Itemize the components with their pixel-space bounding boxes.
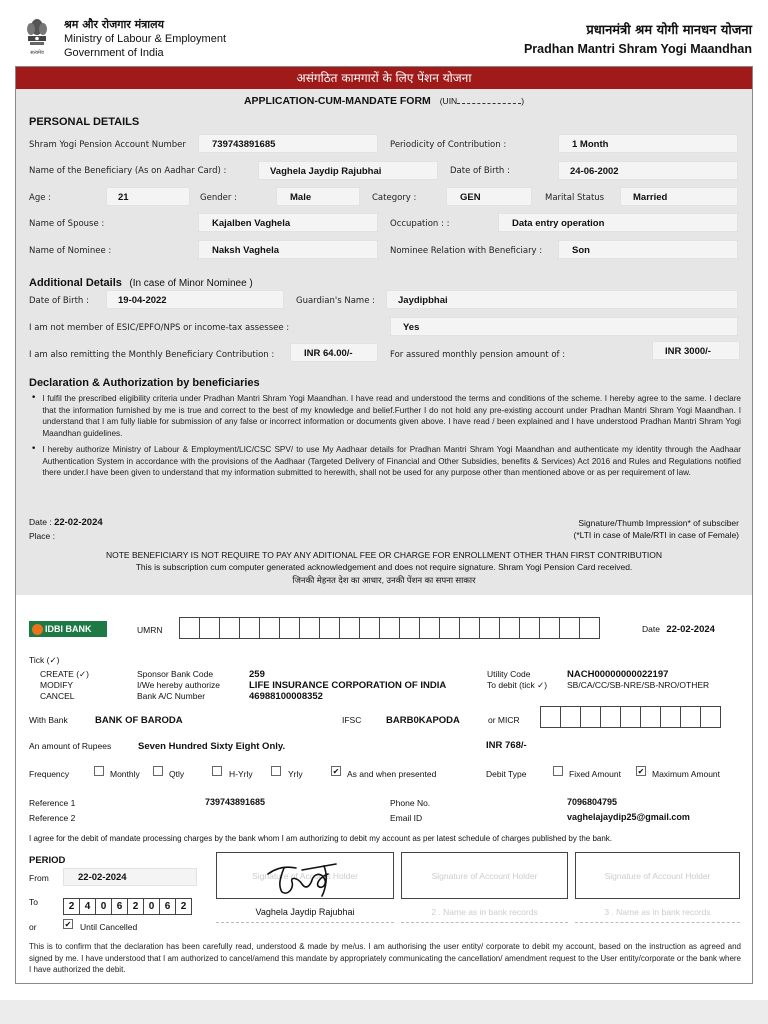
occupation-value: Data entry operation	[512, 218, 605, 229]
umrn-digit-box[interactable]	[439, 617, 460, 639]
pension-label: For assured monthly pension amount of :	[390, 350, 566, 360]
cancel-option[interactable]: CANCEL	[40, 691, 75, 701]
spouse-label: Name of Spouse :	[29, 219, 105, 229]
marital-label: Marital Status	[545, 193, 605, 203]
qtly-checkbox[interactable]	[153, 766, 163, 776]
maximum-amount-checkbox[interactable]	[636, 766, 646, 776]
periodicity-value: 1 Month	[572, 139, 609, 150]
micr-label: or MICR	[488, 715, 520, 725]
declaration-paragraph-1: I fulfil the prescribed eligibility criteria under Pradhan Mantri Shram Yogi Maandhan. I have read and understood the terms and conditions of the scheme. I hereby agree to the same. I declare that the information furnished by me is true and correct to the best of my knowledge and belief.Further I do not hold any pre-existing account under Pradhan Mantri Shram Yogi Maandhan. I understand that I am fully liable for submission of any false or incorrect information or documents given above. I have read / been explained and I have understood Pradhan Mantri Shram Yogi Maandhan guidelines.	[42, 394, 741, 438]
fixed-amount-label: Fixed Amount	[569, 769, 621, 779]
place-label: Place :	[29, 531, 55, 541]
umrn-digit-box[interactable]	[379, 617, 400, 639]
mandate-date-label: Date	[642, 624, 660, 634]
name-underline-3	[575, 922, 740, 923]
umrn-digit-box[interactable]	[219, 617, 240, 639]
check-icon: ✔	[332, 767, 340, 776]
remit-label: I am also remitting the Monthly Beneficiary Contribution :	[29, 350, 275, 360]
utility-label: Utility Code	[487, 669, 531, 679]
umrn-digit-box[interactable]	[239, 617, 260, 639]
tagline-hindi: जिनकी मेहनत देश का आधार, उनकी पेंशन का सपना साकार	[292, 575, 476, 585]
govt-english: Government of India	[64, 47, 164, 59]
micr-digit-box[interactable]	[560, 706, 581, 728]
spa-value: 739743891685	[212, 139, 276, 150]
confirmation-text: This is to confirm that the declaration has been carefully read, understood & made by me/us. I am authorising the user entity/ corporate to debit my account, based on the instruction as agreed and signed by me. I have understood that I am authorized to cancel/amend this mandate by appropriately communicating the cancellation/ amendment request to the User entity/corporate or the bank where I have authorized the debit.	[29, 942, 741, 974]
form-title: APPLICATION-CUM-MANDATE FORM	[243, 95, 431, 107]
debit-label: To debit (tick ✓)	[487, 680, 548, 690]
handwritten-signature-icon	[262, 856, 342, 900]
age-label: Age :	[29, 193, 52, 203]
to-digit-boxes[interactable]	[63, 894, 191, 915]
ministry-hindi: श्रम और रोजगार मंत्रालय	[64, 18, 164, 31]
to-date-digit: 0	[143, 898, 160, 915]
or-label: or	[29, 922, 37, 932]
occupation-label: Occupation : :	[390, 219, 450, 229]
umrn-digit-box[interactable]	[559, 617, 580, 639]
signature-box-3[interactable]	[575, 852, 740, 899]
bank-logo: IDBI BANK	[29, 621, 107, 637]
hyrly-checkbox[interactable]	[212, 766, 222, 776]
modify-option[interactable]: MODIFY	[40, 680, 74, 690]
phone-label: Phone No.	[390, 798, 431, 808]
personal-details-heading: PERSONAL DETAILS	[29, 116, 140, 128]
phone-value: 7096804795	[567, 797, 618, 807]
umrn-digit-box[interactable]	[199, 617, 220, 639]
frequency-label: Frequency	[29, 769, 70, 779]
category-value: GEN	[460, 192, 481, 203]
signature-placeholder-3: Signature of Account Holder	[604, 871, 711, 881]
from-label: From	[29, 873, 49, 883]
with-bank-label: With Bank	[29, 715, 68, 725]
amount-words: Seven Hundred Sixty Eight Only.	[138, 741, 286, 752]
gender-label: Gender :	[200, 193, 237, 203]
periodicity-label: Periodicity of Contribution :	[390, 140, 507, 150]
email-label: Email ID	[390, 813, 423, 823]
remit-value: INR 64.00/-	[304, 348, 353, 359]
check-icon: ✔	[64, 920, 72, 929]
umrn-digit-box[interactable]	[579, 617, 600, 639]
minor-dob-label: Date of Birth :	[29, 296, 89, 306]
umrn-boxes[interactable]	[179, 617, 599, 639]
reference2-label: Reference 2	[29, 813, 76, 823]
presented-label: As and when presented	[347, 769, 437, 779]
account-holder-name-1: Vaghela Jaydip Rajubhai	[255, 907, 355, 917]
category-field[interactable]	[446, 187, 532, 206]
presented-checkbox[interactable]	[331, 766, 341, 776]
svg-text:सत्यमेव: सत्यमेव	[30, 50, 44, 56]
monthly-checkbox[interactable]	[94, 766, 104, 776]
micr-digit-box[interactable]	[620, 706, 641, 728]
micr-digit-box[interactable]	[660, 706, 681, 728]
umrn-label: UMRN	[137, 625, 163, 635]
name-underline-1	[216, 922, 394, 923]
guardian-value: Jaydipbhai	[398, 295, 448, 306]
spouse-value: Kajalben Vaghela	[212, 218, 291, 229]
gender-value: Male	[290, 192, 312, 203]
micr-digit-box[interactable]	[680, 706, 701, 728]
signature-placeholder-2: Signature of Account Holder	[431, 871, 538, 881]
from-value: 22-02-2024	[78, 872, 127, 883]
micr-digit-box[interactable]	[540, 706, 561, 728]
until-cancelled-checkbox[interactable]	[63, 919, 73, 929]
account-holder-name-3: 3 . Name as in bank records	[604, 907, 711, 917]
email-value: vaghelajaydip25@gmail.com	[567, 812, 690, 822]
umrn-digit-box[interactable]	[499, 617, 520, 639]
authorize-label: I/We hereby authorize	[137, 680, 220, 690]
with-bank-value: BANK OF BARODA	[95, 715, 183, 726]
acknowledgement-note: This is subscription cum computer generated acknowledgement and does not require signature. Shram Yogi Pension Card received.	[135, 562, 633, 572]
relation-label: Nominee Relation with Beneficiary :	[390, 246, 543, 256]
check-icon: ✔	[637, 767, 645, 776]
uin-label: (UIN	[439, 96, 458, 106]
micr-digit-box[interactable]	[580, 706, 601, 728]
reference1-value: 739743891685	[205, 797, 266, 807]
bullet-icon: •	[31, 393, 37, 403]
create-option[interactable]: CREATE (✓)	[40, 669, 89, 679]
umrn-digit-box[interactable]	[319, 617, 340, 639]
period-label: PERIOD	[29, 855, 66, 866]
umrn-digit-box[interactable]	[359, 617, 380, 639]
ifsc-value: BARB0KAPODA	[386, 715, 460, 726]
dob-value: 24-06-2002	[570, 166, 619, 177]
pension-value: INR 3000/-	[665, 346, 711, 357]
sponsor-label: Sponsor Bank Code	[137, 669, 214, 679]
nominee-label: Name of Nominee :	[29, 246, 112, 256]
dob-label: Date of Birth :	[450, 166, 510, 176]
umrn-digit-box[interactable]	[459, 617, 480, 639]
to-date-digit: 4	[79, 898, 96, 915]
micr-digit-box[interactable]	[600, 706, 621, 728]
umrn-digit-box[interactable]	[519, 617, 540, 639]
enrollment-note: NOTE BENEFICIARY IS NOT REQUIRE TO PAY ANY ADITIONAL FEE OR CHARGE FOR ENROLLMENT OTHER THAN FIRST CONTRIBUTION	[105, 550, 663, 560]
date-label: Date :	[29, 517, 52, 527]
to-date-digit: 0	[95, 898, 112, 915]
qtly-label: Qtly	[169, 769, 185, 779]
umrn-digit-box[interactable]	[279, 617, 300, 639]
maximum-amount-label: Maximum Amount	[652, 769, 721, 779]
esic-label: I am not member of ESIC/EPFO/NPS or income-tax assessee :	[29, 323, 290, 333]
utility-value: NACH00000000022197	[567, 669, 669, 680]
scheme-english: Pradhan Mantri Shram Yogi Maandhan	[523, 42, 752, 56]
additional-heading: Additional Details	[29, 277, 122, 289]
debit-type-label: Debit Type	[486, 769, 527, 779]
umrn-digit-box[interactable]	[419, 617, 440, 639]
umrn-digit-box[interactable]	[299, 617, 320, 639]
category-label: Category :	[372, 193, 417, 203]
declaration-heading: Declaration & Authorization by beneficiaries	[29, 377, 260, 389]
debit-options[interactable]: SB/CA/CC/SB-NRE/SB-NRO/OTHER	[567, 680, 710, 690]
esic-field[interactable]	[390, 317, 738, 336]
spa-label: Shram Yogi Pension Account Number	[29, 140, 186, 150]
umrn-digit-box[interactable]	[399, 617, 420, 639]
to-label: To	[29, 897, 38, 907]
relation-value: Son	[572, 245, 590, 256]
ministry-english: Ministry of Labour & Employment	[64, 33, 227, 45]
gender-field[interactable]	[276, 187, 360, 206]
marital-value: Married	[633, 192, 668, 203]
uin-close: )	[521, 96, 525, 106]
to-date-digit: 2	[175, 898, 192, 915]
bank-ac-value: 46988100008352	[249, 691, 323, 702]
page-footer-strip	[0, 1000, 768, 1024]
yrly-label: Yrly	[288, 769, 303, 779]
age-value: 21	[118, 192, 129, 203]
fixed-amount-checkbox[interactable]	[553, 766, 563, 776]
monthly-label: Monthly	[110, 769, 140, 779]
amount-value: INR 768/-	[486, 740, 527, 751]
umrn-digit-box[interactable]	[339, 617, 360, 639]
ifsc-label: IFSC	[342, 715, 362, 725]
name-underline-2	[401, 922, 568, 923]
account-holder-name-2: 2 . Name as in bank records	[431, 907, 538, 917]
date-value: 22-02-2024	[54, 517, 103, 528]
tick-label: Tick (✓)	[29, 655, 60, 665]
micr-digit-box[interactable]	[700, 706, 721, 728]
authorize-value: LIFE INSURANCE CORPORATION OF INDIA	[249, 680, 447, 691]
banner-text: असंगठित कामगारों के लिए पेंशन योजना	[296, 71, 472, 85]
umrn-digit-box[interactable]	[259, 617, 280, 639]
to-date-digit: 2	[127, 898, 144, 915]
subscriber-signature-label: Signature/Thumb Impression* of subsciber	[578, 518, 739, 528]
scheme-banner	[16, 67, 752, 89]
to-date-digit: 6	[111, 898, 128, 915]
umrn-digit-box[interactable]	[539, 617, 560, 639]
esic-value: Yes	[403, 322, 420, 333]
beneficiary-name-value: Vaghela Jaydip Rajubhai	[270, 166, 382, 177]
to-date-digit: 2	[63, 898, 80, 915]
signature-box-2[interactable]	[401, 852, 568, 899]
micr-digit-box[interactable]	[640, 706, 661, 728]
hyrly-label: H-Yrly	[229, 769, 253, 779]
mandate-date-value: 22-02-2024	[666, 624, 715, 635]
sponsor-value: 259	[249, 669, 265, 680]
scheme-hindi: प्रधानमंत्री श्रम योगी मानधन योजना	[586, 23, 752, 38]
subscriber-signature-note: (*LTI in case of Male/RTI in case of Female)	[573, 530, 739, 540]
agree-text: I agree for the debit of mandate processing charges by the bank whom I am authorizing to debit my account as per latest schedule of charges published by the bank.	[29, 834, 613, 843]
guardian-label: Guardian's Name :	[296, 296, 375, 306]
uin-field[interactable]	[457, 95, 521, 104]
idbi-logo-icon	[32, 624, 43, 635]
beneficiary-name-label: Name of the Beneficiary (As on Aadhar Card) :	[29, 166, 227, 176]
additional-subheading: (In case of Minor Nominee )	[129, 278, 253, 289]
nominee-value: Naksh Vaghela	[212, 245, 280, 256]
bank-ac-label: Bank A/C Number	[137, 691, 206, 701]
amount-label: An amount of Rupees	[29, 741, 112, 751]
signature-placeholder-1: Signature of Account Holder	[252, 871, 358, 881]
to-date-digit: 6	[159, 898, 176, 915]
reference1-label: Reference 1	[29, 798, 76, 808]
bullet-icon: •	[31, 444, 37, 454]
umrn-digit-box[interactable]	[179, 617, 200, 639]
micr-boxes[interactable]	[540, 706, 720, 728]
yrly-checkbox[interactable]	[271, 766, 281, 776]
declaration-paragraph-2: I hereby authorize Ministry of Labour & Employment/LIC/CSC SPV/ to use My Aadhaar details for Pradhan Mantri Shram Yogi Maandhan and authenticate my identity through the Aadhaar Authentication System in accordance with the provisions of the Aadhaar (Targeted Delivery of Financial and Other Subsidies, benefits & Services) Act 2016 and Rules and Regulations notified there under.I have been given to understand that my information submitted to herewith, shall not be used for any purpose other than mentioned above or as per requirement of law.	[42, 445, 741, 477]
umrn-digit-box[interactable]	[479, 617, 500, 639]
minor-dob-value: 19-04-2022	[118, 295, 167, 306]
emblem-icon	[24, 16, 50, 58]
until-cancelled-label: Until Cancelled	[80, 922, 138, 932]
